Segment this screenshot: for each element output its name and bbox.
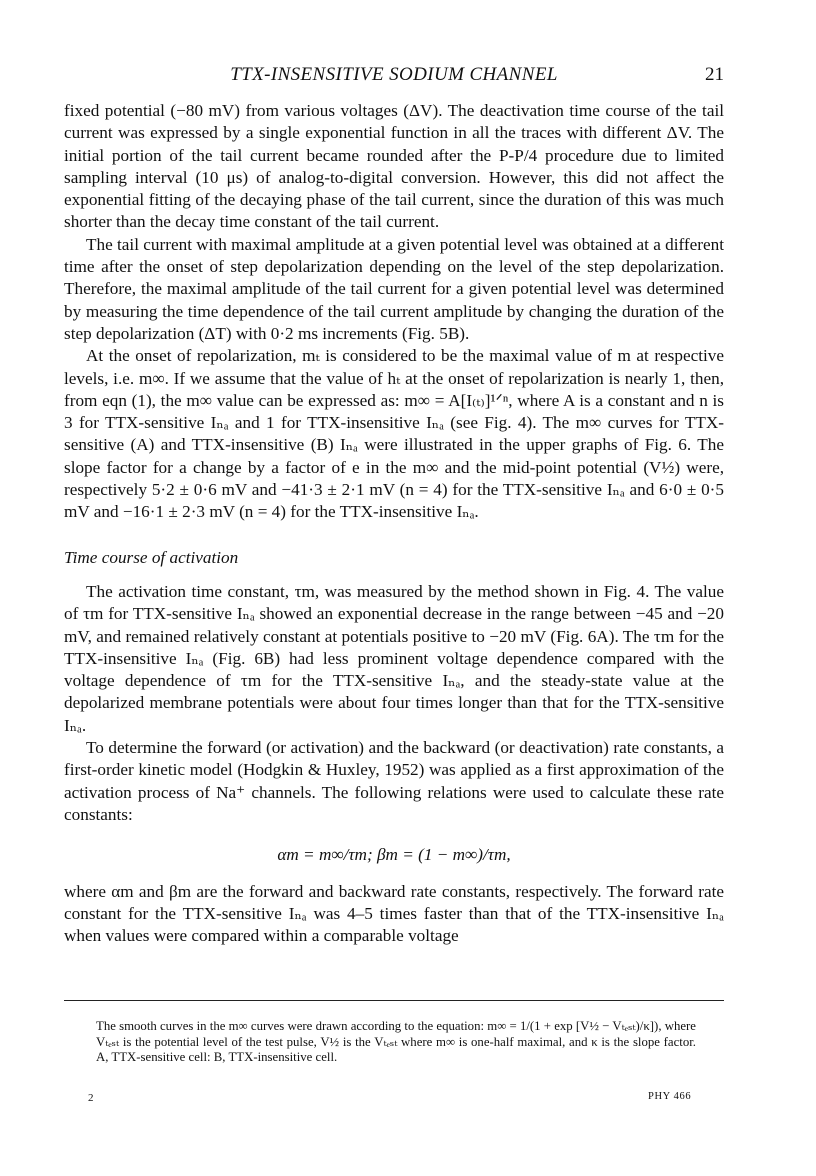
footer-signature-mark: 2	[88, 1092, 94, 1104]
running-title: TTX-INSENSITIVE SODIUM CHANNEL	[230, 64, 558, 85]
section-heading: Time course of activation	[64, 547, 239, 567]
paragraph-rate-constants: To determine the forward (or activation) and the backward (or deactivation) rate constants, a first-order kinetic model (Hodgkin & Huxley, 1952) was applied as a first approximation of the activation process of Na⁺ channels. The following relations were used to calculate these rate constants:	[64, 738, 724, 824]
body-text	[64, 100, 724, 947]
paragraph-activation-time-constant: The activation time constant, τm, was measured by the method shown in Fig. 4. The value of τm for TTX-sensitive Iₙₐ showed an exponential decrease in the range between −45 and −20 mV, and remained relatively constant at potentials positive to −20 mV (Fig. 6A). The τm for the TTX-insensitive Iₙₐ (Fig. 6B) had less prominent voltage dependence compared with the voltage dependence of τm for the TTX-sensitive Iₙₐ, and the steady-state value at the depolarized membrane potentials were about four times longer than that for the TTX-sensitive Iₙₐ.	[64, 581, 724, 735]
equation: αm = m∞/τm; βm = (1 − m∞)/τm,	[277, 845, 511, 865]
paragraph-repolarization: At the onset of repolarization, mₜ is considered to be the maximal value of m at respective levels, i.e. m∞. If we assume that the value of hₜ at the onset of repolarization is nearly 1, then, from eqn (1), the m∞ value can be expressed as: m∞ = A[I₍ₜ₎]¹ᐟⁿ, where A is a constant and n is 3 for TTX-sensitive Iₙₐ and 1 for TTX-insensitive Iₙₐ (see Fig. 4). The m∞ curves for TTX-sensitive (A) and TTX-insensitive (B) Iₙₐ were illustrated in the upper graphs of Fig. 6. The slope factor for a change by a factor of e in the m∞ and the mid-point potential (V½) were, respectively 5·2 ± 0·6 mV and −41·3 ± 2·1 mV (n = 4) for the TTX-sensitive Iₙₐ and 6·0 ± 0·5 mV and −16·1 ± 2·3 mV (n = 4) for the TTX-insensitive Iₙₐ.	[64, 346, 724, 522]
paragraph-tail-current: The tail current with maximal amplitude at a given potential level was obtained at a different time after the onset of step depolarization depending on the level of the step depolarization. Therefore, the maximal amplitude of the tail current for a given potential level was determined by measuring the time dependence of the tail current amplitude by changing the duration of the step depolarization (ΔT) with 0·2 ms increments (Fig. 5B).	[64, 234, 724, 343]
paragraph-deactivation: fixed potential (−80 mV) from various voltages (ΔV). The deactivation time course of the tail current was expressed by a single exponential function in all the traces with different ΔV. The initial portion of the tail current became rounded after the P-P/4 procedure due to limited sampling interval (10 μs) of analog-to-digital conversion. However, this did not affect the exponential fitting of the decaying phase of the tail current, since the duration of this was much shorter than the decay time constant of the tail current.	[64, 101, 724, 232]
footer-journal-code: PHY 466	[648, 1091, 692, 1102]
running-head	[64, 64, 724, 90]
footnote-rule	[64, 1000, 724, 1001]
paragraph-forward-backward: where αm and βm are the forward and backward rate constants, respectively. The forward rate constant for the TTX-sensitive Iₙₐ was 4–5 times faster than that of the TTX-insensitive Iₙₐ when values were compared within a comparable voltage	[64, 881, 724, 946]
page-number: 21	[705, 64, 724, 85]
footnote: The smooth curves in the m∞ curves were drawn according to the equation: m∞ = 1/(1 + exp [V½ − Vₜₑₛₜ)/κ]), where Vₜₑₛₜ is the potential level of the test pulse, V½ is the Vₜₑₛₜ where m∞ is one-half maximal, and κ is the slope factor. A, TTX-sensitive cell: B, TTX-insensitive cell.	[96, 1019, 696, 1064]
